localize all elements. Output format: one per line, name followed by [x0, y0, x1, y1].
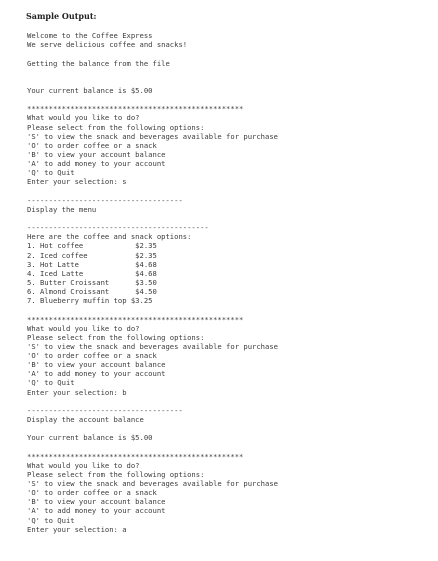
blank-line: [27, 442, 427, 451]
console-line: 'B' to view your account balance: [27, 360, 166, 370]
console-line: Welcome to the Coffee Express: [27, 31, 153, 41]
console-line: Enter your selection: s: [27, 177, 127, 187]
console-line: 'Q' to Quit: [27, 168, 75, 178]
blank-line: [27, 305, 427, 314]
console-line: What would you like to do?: [27, 323, 140, 333]
console-line: Your current balance is $5.00: [27, 85, 153, 95]
blank-line: [27, 397, 427, 406]
console-line: 'B' to view your account balance: [27, 497, 166, 507]
console-line: **************************************************: [27, 314, 244, 324]
console-line: ------------------------------------: [27, 195, 183, 205]
console-line: 'O' to order coffee or a snack: [27, 140, 157, 150]
console-line: 'S' to view the snack and beverages available for purchase: [27, 131, 278, 141]
console-line: ------------------------------------------: [27, 223, 209, 233]
console-line: 'Q' to Quit: [27, 515, 75, 525]
blank-line: [27, 95, 427, 104]
console-line: Your current balance is $5.00: [27, 433, 153, 443]
console-line: Enter your selection: b: [27, 387, 127, 397]
console-line: What would you like to do?: [27, 460, 140, 470]
console-line: **************************************************: [27, 451, 244, 461]
console-line: 'O' to order coffee or a snack: [27, 488, 157, 498]
console-line: Display the menu: [27, 204, 97, 214]
console-line: 5. Butter Croissant $3.50: [27, 277, 157, 287]
console-line: 'Q' to Quit: [27, 378, 75, 388]
sample-output-heading: Sample Output:: [26, 11, 97, 21]
blank-line: [27, 22, 427, 31]
console-line: Getting the balance from the file: [27, 58, 170, 68]
console-line: 'A' to add money to your account: [27, 159, 166, 169]
console-line: Please select from the following options:: [27, 332, 205, 342]
console-line: 4. Iced Latte $4.68: [27, 268, 157, 278]
blank-line: [27, 77, 427, 86]
console-line: We serve delicious coffee and snacks!: [27, 40, 188, 50]
console-line: Enter your selection: a: [27, 524, 127, 534]
sample-output-document: [27, 10, 427, 534]
console-line: What would you like to do?: [27, 113, 140, 123]
console-line: 'S' to view the snack and beverages available for purchase: [27, 479, 278, 489]
console-output: [27, 22, 427, 534]
console-line: 'S' to view the snack and beverages available for purchase: [27, 341, 278, 351]
blank-line: [27, 49, 427, 58]
blank-line: [27, 187, 427, 196]
console-line: Please select from the following options:: [27, 122, 205, 132]
console-line: 7. Blueberry muffin top $3.25: [27, 296, 153, 306]
console-line: 3. Hot Latte $4.68: [27, 259, 157, 269]
console-line: 'O' to order coffee or a snack: [27, 351, 157, 361]
console-line: Here are the coffee and snack options:: [27, 232, 192, 242]
console-line: Display the account balance: [27, 415, 144, 425]
console-line: 'B' to view your account balance: [27, 149, 166, 159]
console-line: Please select from the following options:: [27, 469, 205, 479]
console-line: 2. Iced coffee $2.35: [27, 250, 157, 260]
blank-line: [27, 68, 427, 77]
console-line: 'A' to add money to your account: [27, 506, 166, 516]
console-line: **************************************************: [27, 104, 244, 114]
console-line: 1. Hot coffee $2.35: [27, 241, 157, 251]
console-line: ------------------------------------: [27, 405, 183, 415]
console-line: 'A' to add money to your account: [27, 369, 166, 379]
console-line: 6. Almond Croissant $4.50: [27, 287, 157, 297]
blank-line: [27, 424, 427, 433]
blank-line: [27, 214, 427, 223]
